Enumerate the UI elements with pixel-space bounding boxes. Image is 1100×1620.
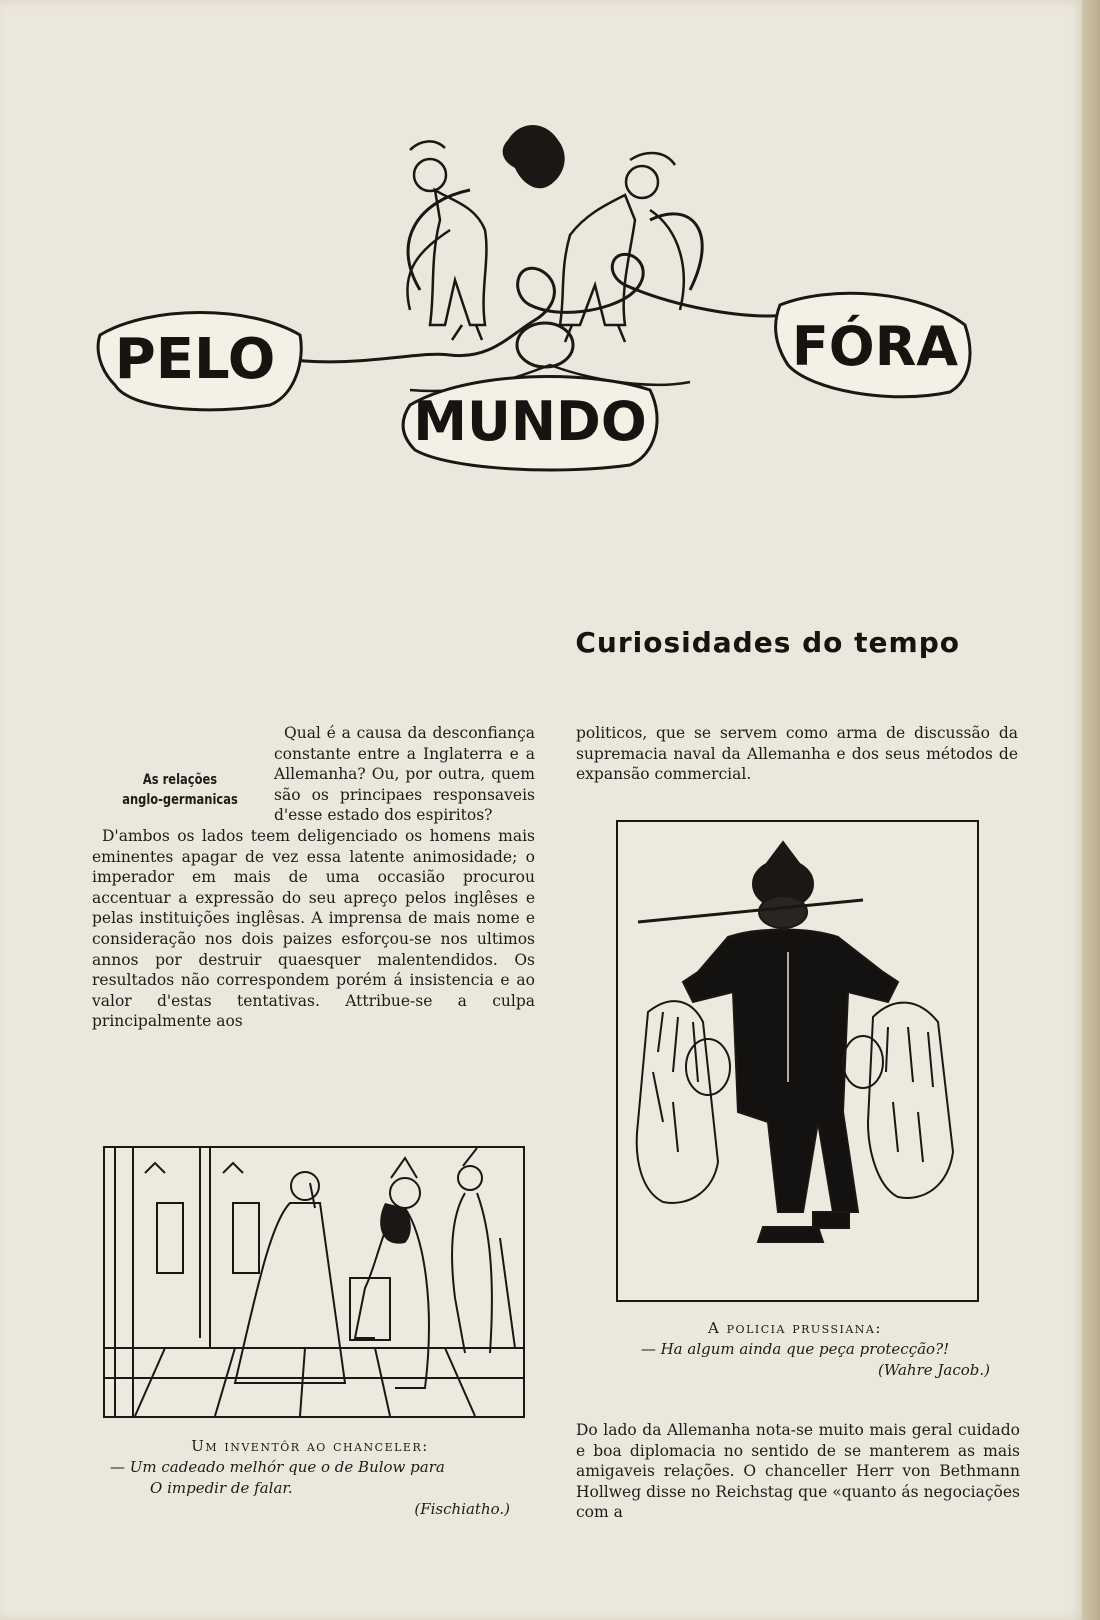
article-paragraph-3: politicos, que se servem como arma de discussão da supremacia naval da Allemanha e dos seus métodos de expansão commercial. xyxy=(576,724,1018,784)
masthead-word-center: MUNDO xyxy=(413,390,647,453)
masthead-illustration xyxy=(90,120,1010,500)
police-cartoon-drawing xyxy=(618,822,977,1300)
sidehead-line-2: anglo-germanicas xyxy=(122,792,238,808)
inventor-cartoon-drawing xyxy=(105,1148,523,1416)
caption-police xyxy=(600,1318,990,1381)
masthead-word-right: FÓRA xyxy=(791,315,959,378)
article-paragraph-2: D'ambos os lados teem deligenciado os homens mais eminentes apagar de vez essa latente animosidade; o imperador em mais de uma occasião procurou accentuar a expressão do seu apreço pelos inglêses e pelas instituições inglêsas. A imprensa de mais nome e consideração nos dois paizes esforçou-se nos ultimos annos por destruir quaesquer malentendidos. Os resultados não correspondem porém á insistencia e ao valor d'estas tentativas. Attribue-se a culpa principalmente aos xyxy=(92,826,535,1031)
caption-inventor xyxy=(110,1436,510,1520)
section-title: Curiosidades do tempo xyxy=(575,626,960,659)
cartoon-inventor-chancellor xyxy=(103,1146,525,1418)
caption-police-source: (Wahre Jacob.) xyxy=(878,1361,990,1379)
caption-inventor-line-1: — Um cadeado melhór que o de Bulow para xyxy=(110,1458,445,1476)
article-paragraph-1: Qual é a causa da desconfiança constante entre a Inglaterra e a Allemanha? Ou, por outra, quem são os principaes responsaveis d'esse estado dos espiritos? xyxy=(274,724,535,825)
cartoon-prussian-police xyxy=(616,820,979,1302)
masthead-word-left: PELO xyxy=(114,327,276,392)
article-column-right-bottom xyxy=(576,1420,1020,1523)
caption-inventor-line-2: O impedir de falar. xyxy=(150,1479,293,1497)
caption-inventor-head: Um inventôr ao chanceler: xyxy=(191,1437,429,1455)
article-paragraph-4: Do lado da Allemanha nota-se muito mais geral cuidado e boa diplomacia no sentido de se manterem as mais amigaveis relações. O chanceller Herr von Bethmann Hollweg disse no Reichstag que «quanto ás negociações com a xyxy=(576,1421,1020,1522)
caption-police-line: — Ha algum ainda que peça protecção?! xyxy=(640,1340,950,1358)
sidehead-space xyxy=(92,723,274,821)
masthead-art xyxy=(90,120,1010,500)
article-column-left xyxy=(92,723,535,1032)
sidehead-line-1: As relações xyxy=(142,772,218,788)
caption-inventor-source: (Fischiatho.) xyxy=(414,1500,510,1518)
caption-police-head: A policia prussiana: xyxy=(708,1319,882,1337)
article-column-right-top xyxy=(576,723,1018,785)
book-binding-edge xyxy=(1082,0,1100,1620)
